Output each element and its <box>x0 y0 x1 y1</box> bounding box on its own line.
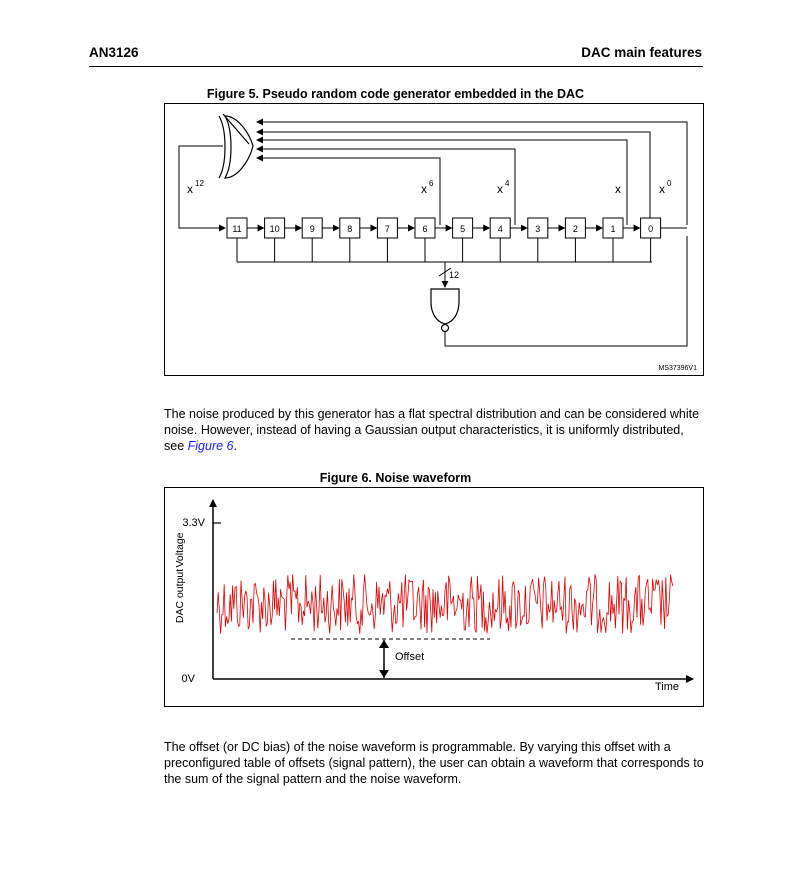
y-axis-title-2: Voltage <box>174 532 186 568</box>
register-cell-label: 2 <box>572 224 578 234</box>
figure6-link[interactable]: Figure 6 <box>187 439 234 453</box>
register-cell-label: 5 <box>460 224 466 234</box>
register-cell-label: 3 <box>535 224 541 234</box>
tap-x6-exponent: 6 <box>429 179 434 188</box>
paragraph-1 <box>164 406 704 454</box>
register-cell-label: 8 <box>347 224 353 234</box>
register-cell-label: 9 <box>309 224 315 234</box>
xor-gate <box>219 114 253 178</box>
y-top-label: 3.3V <box>182 517 205 529</box>
bus-width-label: 12 <box>449 270 460 280</box>
register-cell-label: 7 <box>384 224 390 234</box>
tap-x1-label: x <box>615 182 621 196</box>
noise-waveform <box>217 574 673 634</box>
figure5-ref: MS37396V1 <box>658 365 697 372</box>
tap-x12-exponent: 12 <box>195 179 204 188</box>
register-cell-label: 0 <box>648 224 654 234</box>
paragraph-1-text: The noise produced by this generator has a flat spectral distribution and can be considered white noise. However, instead of having a Gaussian output characteristics, it is uniformly distributed, see <box>164 407 700 453</box>
y-axis-title-1: DAC output <box>174 568 186 624</box>
figure6-title: Figure 6. Noise waveform <box>319 471 472 485</box>
figure5-diagram <box>164 103 704 376</box>
doc-id: AN3126 <box>89 45 139 60</box>
figure5-title: Figure 5. Pseudo random code generator embedded in the DAC <box>206 87 585 101</box>
figure6-chart <box>164 487 704 707</box>
offset-label: Offset <box>395 651 425 663</box>
register-cell-label: 4 <box>497 224 503 234</box>
register-cell-label: 11 <box>232 224 242 234</box>
paragraph-1-end: . <box>233 439 237 453</box>
tap-x4-exponent: 4 <box>505 179 510 188</box>
x-axis-label: Time <box>655 681 680 693</box>
section-title: DAC main features <box>581 45 702 60</box>
header-rule <box>89 66 703 67</box>
y-bottom-label: 0V <box>181 673 195 685</box>
tap-x12-label: x <box>187 182 193 196</box>
tap-x6-label: x <box>421 182 427 196</box>
register-cell-label: 6 <box>422 224 428 234</box>
paragraph-2: The offset (or DC bias) of the noise waveform is programmable. By varying this offset with a preconfigured table of offsets (signal pattern), the user can obtain a waveform that corresponds to the sum of the signal pattern and the noise waveform. <box>164 740 704 786</box>
nand-gate <box>431 289 459 332</box>
register-cell-label: 10 <box>269 224 280 234</box>
tap-x0-exponent: 0 <box>667 179 672 188</box>
tap-x4-label: x <box>497 182 503 196</box>
shift-register <box>227 218 687 262</box>
register-cell-label: 1 <box>610 224 616 234</box>
tap-x0-label: x <box>659 182 665 196</box>
